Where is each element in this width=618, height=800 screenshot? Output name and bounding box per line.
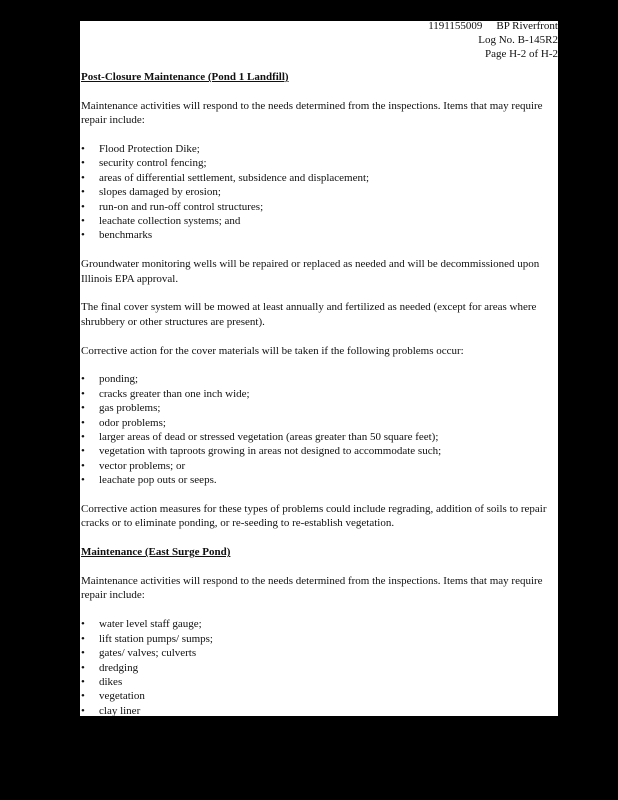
paragraph-intro-2: Maintenance activities will respond to the needs determined from the inspections. Items that may require repair include:: [81, 575, 543, 602]
log-number: Log No. B-145R2: [478, 34, 558, 46]
list-item: • leachate pop outs or seeps.: [81, 473, 557, 487]
list-item: • Flood Protection Dike;: [81, 142, 557, 156]
document-body: [81, 70, 557, 716]
list-item: • dikes: [81, 675, 557, 689]
section-heading-post-closure: Post-Closure Maintenance (Pond 1 Landfill): [81, 71, 289, 83]
surge-pond-items-list: [81, 617, 557, 716]
list-item: • water level staff gauge;: [81, 617, 557, 631]
list-item: • slopes damaged by erosion;: [81, 185, 557, 199]
list-item: • benchmarks: [81, 228, 557, 242]
list-item: • dredging: [81, 661, 557, 675]
list-item: • gates/ valves; culverts: [81, 646, 557, 660]
page-number: Page H-2 of H-2: [484, 48, 558, 60]
list-item: • vector problems; or: [81, 459, 557, 473]
paragraph-corrective-intro: Corrective action for the cover materials will be taken if the following problems occur:: [81, 344, 464, 357]
site-name: BP Riverfront: [496, 21, 558, 32]
list-item: • areas of differential settlement, subsidence and displacement;: [81, 171, 557, 185]
problems-list: [81, 372, 557, 487]
repair-items-list: [81, 142, 557, 243]
header-id-line: [428, 21, 558, 33]
paragraph-cover: The final cover system will be mowed at least annually and fertilized as needed (except for areas where shrubbery or other structures are present).: [81, 301, 537, 328]
list-item: • ponding;: [81, 372, 557, 386]
list-item: • vegetation with taproots growing in areas not designed to accommodate such;: [81, 444, 557, 458]
page-header: [428, 21, 558, 61]
list-item: • security control fencing;: [81, 156, 557, 170]
paragraph-corrective-measures: Corrective action measures for these types of problems could include regrading, addition of soils to repair cracks or to eliminate ponding, or re-seeding to re-establish vegetation.: [81, 503, 547, 530]
document-page: [80, 21, 558, 716]
list-item: • gas problems;: [81, 401, 557, 415]
paragraph-intro: Maintenance activities will respond to the needs determined from the inspections. Items that may require repair include:: [81, 99, 543, 127]
list-item: • vegetation: [81, 689, 557, 703]
paragraph-wells: Groundwater monitoring wells will be repaired or replaced as needed and will be decommissioned upon Illinois EPA approval.: [81, 258, 540, 285]
list-item: • larger areas of dead or stressed vegetation (areas greater than 50 square feet);: [81, 430, 557, 444]
section-heading-east-surge-pond: Maintenance (East Surge Pond): [81, 546, 231, 559]
list-item: • leachate collection systems; and: [81, 214, 557, 228]
document-id: 1191155009: [428, 21, 483, 32]
list-item: • run-on and run-off control structures;: [81, 200, 557, 214]
list-item: • lift station pumps/ sumps;: [81, 632, 557, 646]
list-item: • odor problems;: [81, 416, 557, 430]
list-item: • cracks greater than one inch wide;: [81, 387, 557, 401]
list-item: • clay liner: [81, 704, 557, 716]
